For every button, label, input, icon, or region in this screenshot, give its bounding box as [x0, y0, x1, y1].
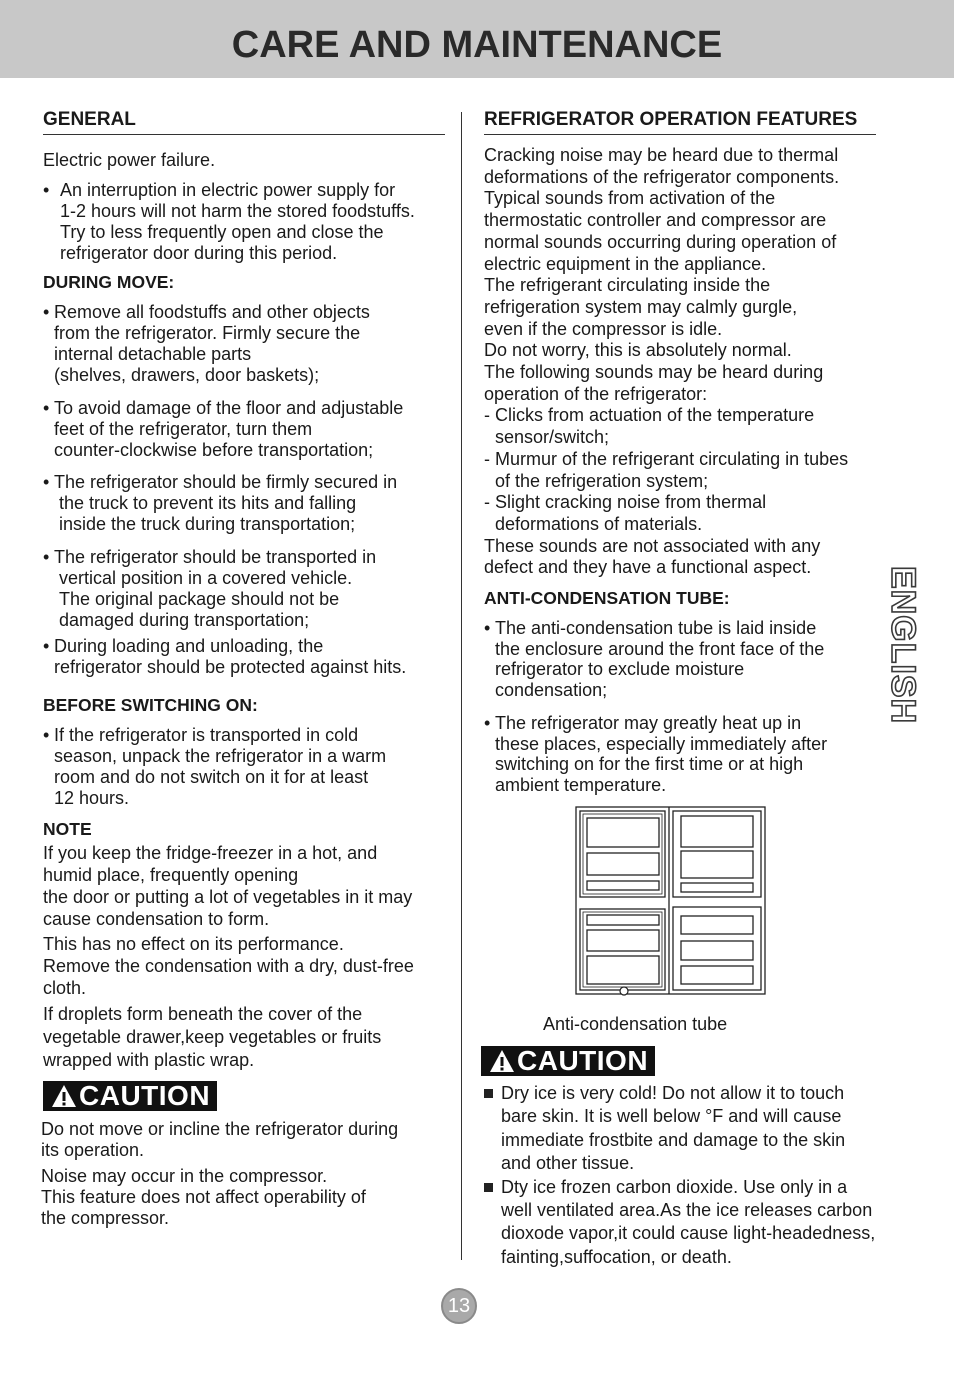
line: Remove the condensation with a dry, dust-free [43, 956, 414, 976]
page-title: CARE AND MAINTENANCE [231, 24, 723, 66]
bullet-dot: • [484, 618, 491, 639]
line: These sounds are not associated with any [484, 535, 821, 556]
line: immediate frostbite and damage to the skin [501, 1129, 846, 1150]
line: humid place, frequently opening [43, 865, 299, 885]
column-divider [461, 112, 462, 1260]
caution-list-right [484, 1082, 912, 1269]
line: refrigeration system may calmly gurgle, [484, 296, 798, 317]
drawer [587, 915, 659, 925]
line: feet of the refrigerator, turn them [54, 419, 313, 439]
left-column [43, 108, 445, 1229]
bullet-dot: • [43, 398, 50, 418]
section-title-note: NOTE [43, 819, 92, 839]
line: Clicks from actuation of the temperature [495, 405, 815, 426]
section-title-features: REFRIGERATOR OPERATION FEATURES [484, 108, 876, 135]
caution-badge-left [43, 1081, 445, 1113]
line: operation of the refrigerator: [484, 383, 708, 404]
bullet-dot: • [484, 713, 491, 734]
fridge-diagram [575, 806, 767, 1000]
line: inside the truck during transportation; [59, 514, 356, 534]
anti-condensation-tube-marker [620, 987, 628, 995]
upper-left-inner [583, 814, 662, 894]
caution-paragraph-1 [41, 1119, 445, 1161]
line: The refrigerator should be transported in [54, 547, 377, 567]
line: wrapped with plastic wrap. [43, 1050, 255, 1070]
line: If the refrigerator is transported in cold [54, 725, 359, 745]
features-text [484, 145, 908, 579]
dash-item-3 [484, 492, 908, 535]
line: Typical sounds from activation of the [484, 188, 776, 209]
shelf [681, 851, 753, 878]
line: refrigerator to exclude moisture [495, 659, 745, 680]
bullet-dot: • [43, 180, 50, 200]
caution-badge [43, 1081, 217, 1111]
anti-bullet-1 [484, 618, 908, 700]
fridge-figure-label: Anti-condensation tube [543, 1014, 728, 1034]
caution-paragraph-2 [41, 1166, 445, 1229]
line: bare skin. It is well below °F and will cause [501, 1106, 842, 1127]
line: During loading and unloading, the [54, 636, 324, 656]
language-label: ENGLISH [884, 565, 922, 725]
line: well ventilated area.As the ice releases carbon [501, 1200, 873, 1221]
bullet-dot: • [43, 725, 50, 745]
line: counter-clockwise before transportation; [54, 440, 374, 460]
line: (shelves, drawers, door baskets); [54, 365, 320, 385]
line: fainting,suffocation, or death. [501, 1246, 732, 1267]
dash-mark: - [484, 405, 490, 426]
caution-badge [481, 1046, 655, 1076]
anti-bullet-2 [484, 713, 908, 795]
line: ambient temperature. [495, 774, 667, 795]
line: deformations of materials. [495, 513, 703, 534]
section-title-general: GENERAL [43, 108, 445, 135]
line: To avoid damage of the floor and adjustable [54, 398, 404, 418]
line: Remove all foodstuffs and other objects [54, 302, 370, 322]
line: The refrigerator may greatly heat up in [495, 713, 802, 734]
section-title-during-move: DURING MOVE: [43, 272, 175, 292]
page-number: 13 [441, 1288, 477, 1324]
right-column [484, 108, 908, 795]
square-bullet-icon [484, 1183, 493, 1192]
lower-right-compartment [673, 907, 761, 990]
note-paragraph-2 [43, 933, 445, 999]
line: the enclosure around the front face of the [495, 638, 825, 659]
caution-label: CAUTION [517, 1045, 649, 1076]
line: condensation; [495, 679, 608, 700]
line: refrigerator should be protected against hits. [54, 657, 407, 677]
move-bullet-3 [43, 472, 445, 535]
line: defect and they have a functional aspect. [484, 557, 812, 578]
line: The refrigerant circulating inside the [484, 275, 771, 296]
line: The anti-condensation tube is laid inside [495, 618, 817, 639]
move-bullet-2 [43, 398, 445, 461]
line: room and do not switch on it for at least [54, 767, 369, 787]
line: The following sounds may be heard during [484, 362, 824, 383]
drawer [681, 941, 753, 960]
line: Try to less frequently open and close the [60, 222, 384, 242]
section-title-before-switching: BEFORE SWITCHING ON: [43, 695, 258, 715]
line: The refrigerator should be firmly secured in [54, 472, 398, 492]
line: 12 hours. [54, 788, 130, 808]
drawer [681, 966, 753, 984]
lower-left-compartment [580, 909, 665, 990]
lower-left-inner [583, 912, 662, 987]
shelf [587, 881, 659, 890]
line: season, unpack the refrigerator in a warm [54, 746, 387, 766]
line: even if the compressor is idle. [484, 318, 723, 339]
warning-icon [489, 1049, 515, 1073]
line: 1-2 hours will not harm the stored foodstuffs. [60, 201, 415, 221]
dash-mark: - [484, 492, 490, 513]
shelf [587, 818, 659, 847]
line: dioxode vapor,it could cause light-headedness, [501, 1223, 876, 1244]
shelf [681, 883, 753, 892]
caution-item-2 [484, 1176, 912, 1270]
caution-item-1 [484, 1082, 912, 1176]
line: cause condensation to form. [43, 909, 270, 929]
drawer [587, 930, 659, 951]
upper-left-compartment [580, 811, 665, 897]
general-intro: Electric power failure. [43, 150, 216, 170]
note-paragraph-1 [43, 842, 445, 930]
line: electric equipment in the appliance. [484, 253, 767, 274]
line: from the refrigerator. Firmly secure the [54, 323, 361, 343]
line: If droplets form beneath the cover of the [43, 1004, 363, 1024]
line: Do not move or incline the refrigerator during [41, 1119, 399, 1139]
move-bullet-4 [43, 547, 445, 631]
caution-label: CAUTION [79, 1080, 211, 1111]
line: vertical position in a covered vehicle. [59, 568, 353, 588]
line: If you keep the fridge-freezer in a hot, and [43, 843, 378, 863]
language-side-tab [873, 550, 933, 740]
line: deformations of the refrigerator components. [484, 166, 840, 187]
line: Do not worry, this is absolutely normal. [484, 340, 792, 361]
line: switching on for the first time or at high [495, 754, 804, 775]
line: An interruption in electric power supply for [60, 180, 396, 200]
warning-icon [51, 1084, 77, 1108]
move-bullet-1 [43, 302, 445, 386]
line: the compressor. [41, 1208, 170, 1228]
line: thermostatic controller and compressor are [484, 210, 827, 231]
shelf [587, 853, 659, 875]
drawer [681, 916, 753, 934]
dash-item-2 [484, 449, 908, 492]
line: damaged during transportation; [59, 610, 310, 630]
line: cloth. [43, 978, 87, 998]
line: The original package should not be [59, 589, 340, 609]
caution-badge-right [481, 1046, 655, 1078]
line: refrigerator door during this period. [60, 243, 338, 263]
line: the truck to prevent its hits and falling [59, 493, 357, 513]
line: vegetable drawer,keep vegetables or fruits [43, 1027, 382, 1047]
line: Slight cracking noise from thermal [495, 492, 767, 513]
move-bullet-5 [43, 636, 445, 678]
upper-right-compartment [673, 811, 761, 897]
bullet-dot: • [43, 472, 50, 492]
shelf [681, 816, 753, 847]
line: Murmur of the refrigerant circulating in tubes [495, 448, 849, 469]
general-bullet-1 [43, 180, 445, 264]
bullet-dot: • [43, 636, 50, 656]
before-switching-bullet [43, 725, 445, 809]
note-paragraph-3 [43, 1003, 445, 1072]
line: normal sounds occurring during operation of [484, 231, 837, 252]
section-title-anti-condensation: ANTI-CONDENSATION TUBE: [484, 588, 730, 609]
line: Cracking noise may be heard due to thermal [484, 145, 839, 165]
line: the door or putting a lot of vegetables in it may [43, 887, 413, 907]
line: Dty ice frozen carbon dioxide. Use only in a [501, 1176, 848, 1197]
square-bullet-icon [484, 1089, 493, 1098]
line: these places, especially immediately after [495, 733, 828, 754]
line: Dry ice is very cold! Do not allow it to touch [501, 1083, 845, 1103]
line: its operation. [41, 1140, 145, 1160]
line: This has no effect on its performance. [43, 934, 344, 954]
drawer [587, 956, 659, 984]
bullet-dot: • [43, 302, 50, 322]
line: of the refrigeration system; [495, 470, 709, 491]
line: sensor/switch; [495, 427, 610, 448]
line: Noise may occur in the compressor. [41, 1166, 328, 1186]
bullet-dot: • [43, 547, 50, 567]
dash-item-1 [484, 405, 908, 448]
line: and other tissue. [501, 1153, 635, 1174]
line: This feature does not affect operability of [41, 1187, 366, 1207]
page-header [0, 0, 954, 78]
line: internal detachable parts [54, 344, 252, 364]
dash-mark: - [484, 448, 490, 469]
